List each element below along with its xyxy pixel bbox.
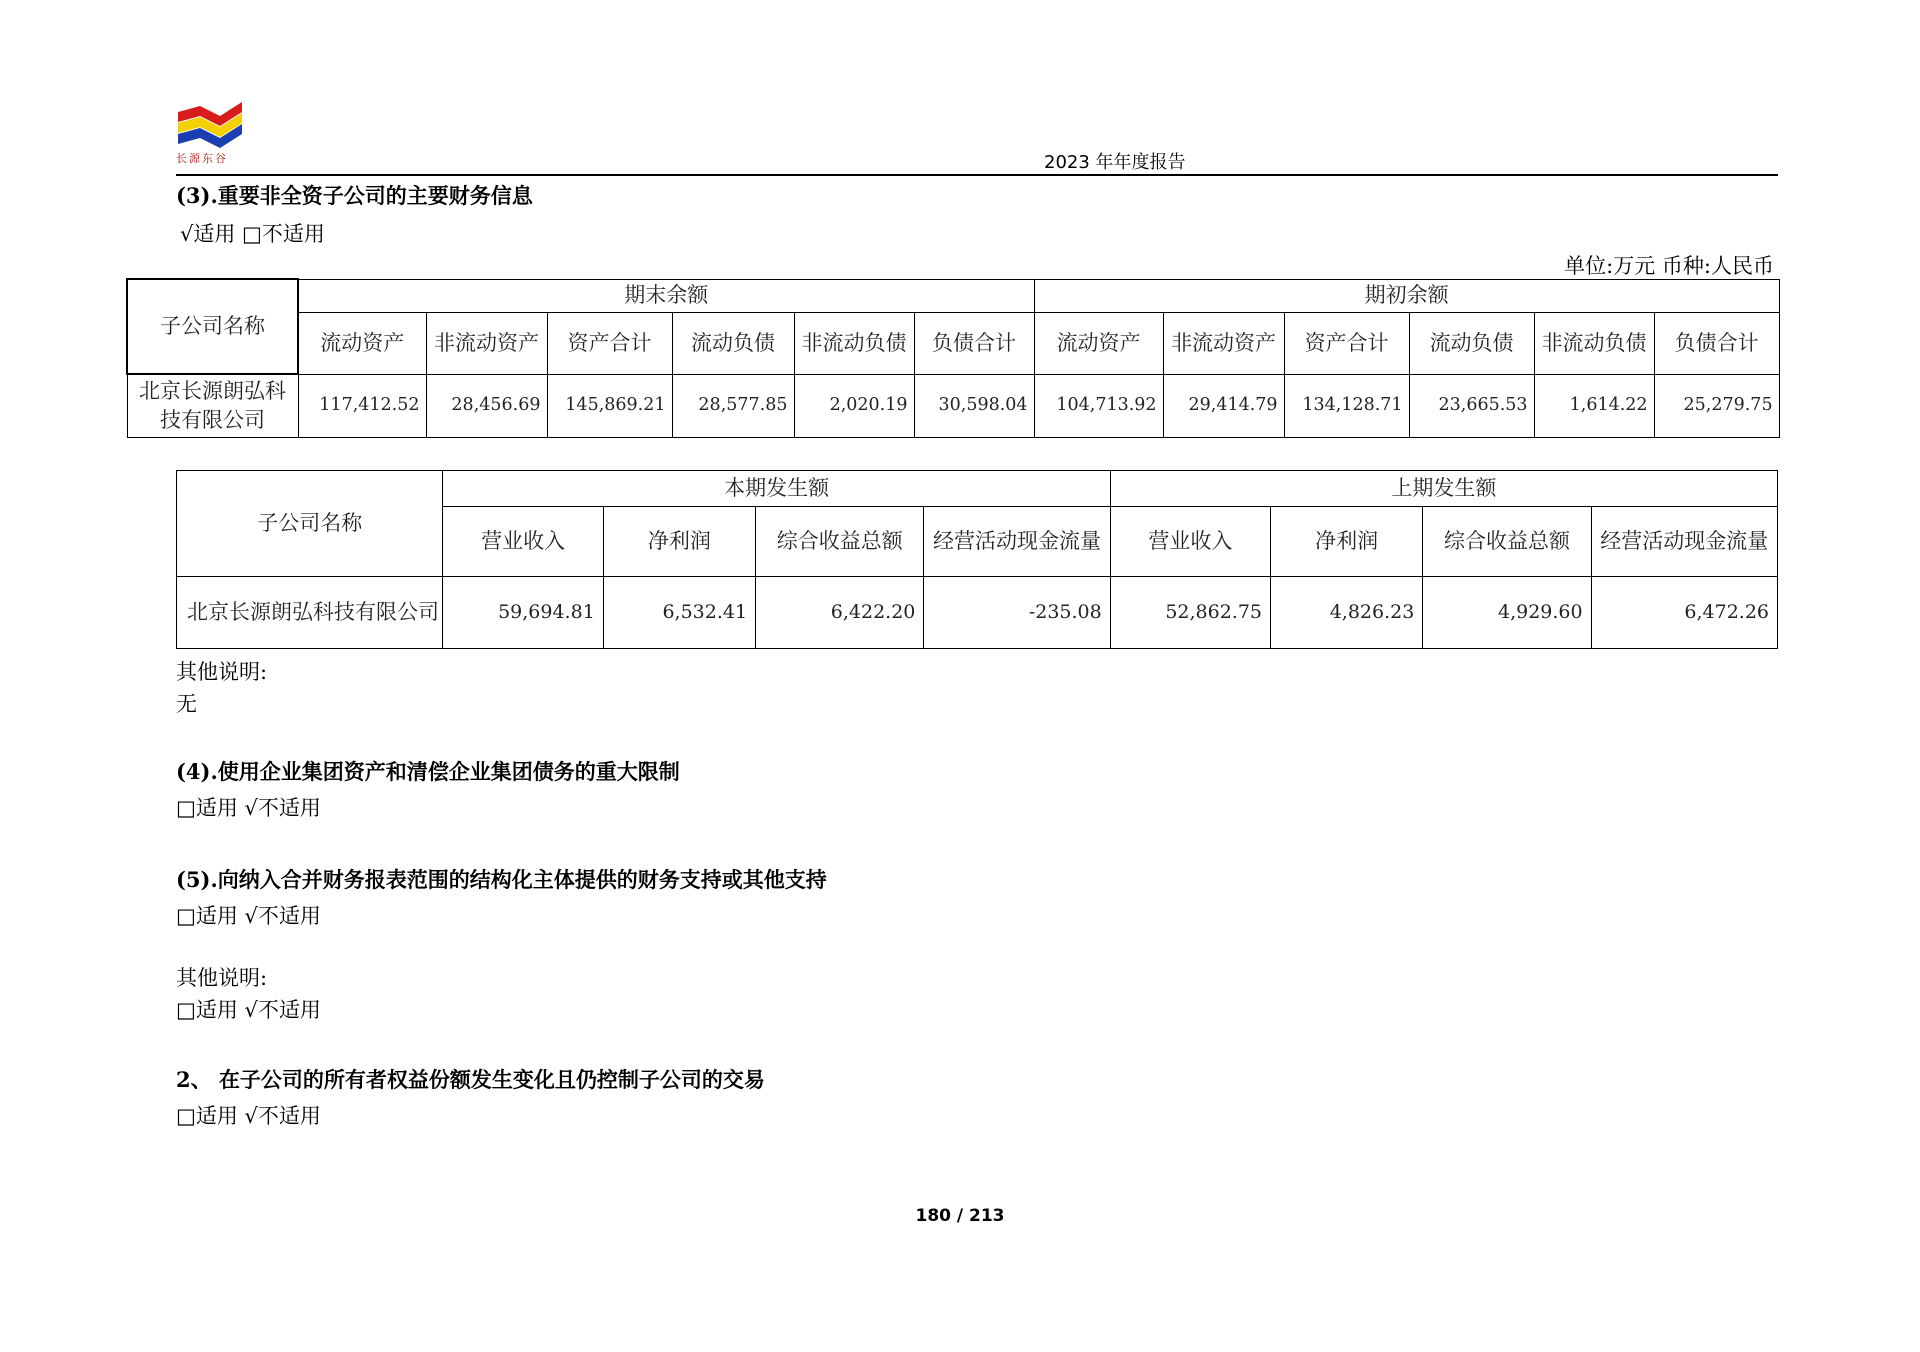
table-cell: 117,412.52 [298, 374, 426, 437]
table-cell: 104,713.92 [1034, 374, 1163, 437]
table-cell: 6,472.26 [1591, 577, 1777, 649]
table-cell: 6,422.20 [756, 577, 924, 649]
table-cell: 25,279.75 [1654, 374, 1779, 437]
table-cell: 28,577.85 [672, 374, 794, 437]
col-header: 资产合计 [1284, 312, 1409, 374]
table-cell: 23,665.53 [1409, 374, 1534, 437]
col-header: 非流动资产 [1163, 312, 1284, 374]
page-number: 180 / 213 [915, 1206, 1005, 1226]
subsidiary-name: 北京长源朗弘科技有限公司 [177, 577, 443, 649]
table-cell: 52,862.75 [1110, 577, 1270, 649]
table-cell: 59,694.81 [443, 577, 603, 649]
col-header: 净利润 [1271, 507, 1423, 577]
col-header: 非流动负债 [794, 312, 914, 374]
section-3-applicability: √适用 □不适用 [180, 222, 325, 246]
col-header: 综合收益总额 [756, 507, 924, 577]
section-5-other-label: 其他说明: [176, 966, 268, 990]
col-header: 负债合计 [1654, 312, 1779, 374]
period-end-header: 期末余额 [298, 279, 1034, 312]
table-cell: 1,614.22 [1534, 374, 1654, 437]
col-header: 净利润 [603, 507, 755, 577]
table-cell: 2,020.19 [794, 374, 914, 437]
unit-currency-note: 单位:万元 币种:人民币 [1564, 254, 1774, 278]
table-cell: 30,598.04 [914, 374, 1034, 437]
table-cell: 28,456.69 [426, 374, 547, 437]
logo-flag-icon [176, 96, 248, 150]
section-4-applicability: □适用 √不适用 [176, 796, 321, 820]
section-2-heading: 2、 在子公司的所有者权益份额发生变化且仍控制子公司的交易 [176, 1067, 765, 1092]
col-header: 流动负债 [1409, 312, 1534, 374]
period-begin-header: 期初余额 [1034, 279, 1779, 312]
section-4-heading: (4).使用企业集团资产和清偿企业集团债务的重大限制 [176, 759, 680, 784]
header-divider [176, 174, 1778, 176]
subsidiary-name: 北京长源朗弘科技有限公司 [127, 374, 298, 437]
subsidiary-name-header: 子公司名称 [127, 279, 298, 374]
section-3-heading: (3).重要非全资子公司的主要财务信息 [176, 183, 533, 208]
col-header: 营业收入 [1110, 507, 1270, 577]
col-header: 综合收益总额 [1423, 507, 1591, 577]
section-5-heading: (5).向纳入合并财务报表范围的结构化主体提供的财务支持或其他支持 [176, 867, 827, 892]
table-cell: 145,869.21 [547, 374, 672, 437]
col-header: 非流动负债 [1534, 312, 1654, 374]
section-2-applicability: □适用 √不适用 [176, 1104, 321, 1128]
col-header: 经营活动现金流量 [1591, 507, 1777, 577]
prior-period-header: 上期发生额 [1110, 471, 1777, 507]
company-logo [176, 96, 248, 170]
other-notes-label: 其他说明: [176, 660, 268, 684]
report-title: 2023 年年度报告 [1044, 152, 1186, 173]
col-header: 流动资产 [1034, 312, 1163, 374]
col-header: 经营活动现金流量 [924, 507, 1110, 577]
col-header: 负债合计 [914, 312, 1034, 374]
table-cell: 134,128.71 [1284, 374, 1409, 437]
income-table [176, 470, 1778, 649]
col-header: 非流动资产 [426, 312, 547, 374]
col-header: 资产合计 [547, 312, 672, 374]
logo-text: 长源东谷 [176, 152, 228, 165]
col-header: 营业收入 [443, 507, 603, 577]
section-5-other-applicability: □适用 √不适用 [176, 998, 321, 1022]
col-header: 流动负债 [672, 312, 794, 374]
table-cell: 4,826.23 [1271, 577, 1423, 649]
section-5-applicability: □适用 √不适用 [176, 904, 321, 928]
table-cell: -235.08 [924, 577, 1110, 649]
current-period-header: 本期发生额 [443, 471, 1110, 507]
other-notes-value: 无 [176, 692, 197, 716]
table-cell: 6,532.41 [603, 577, 755, 649]
subsidiary-name-header: 子公司名称 [177, 471, 443, 577]
table-cell: 29,414.79 [1163, 374, 1284, 437]
balance-table [126, 278, 1780, 438]
col-header: 流动资产 [298, 312, 426, 374]
table-cell: 4,929.60 [1423, 577, 1591, 649]
